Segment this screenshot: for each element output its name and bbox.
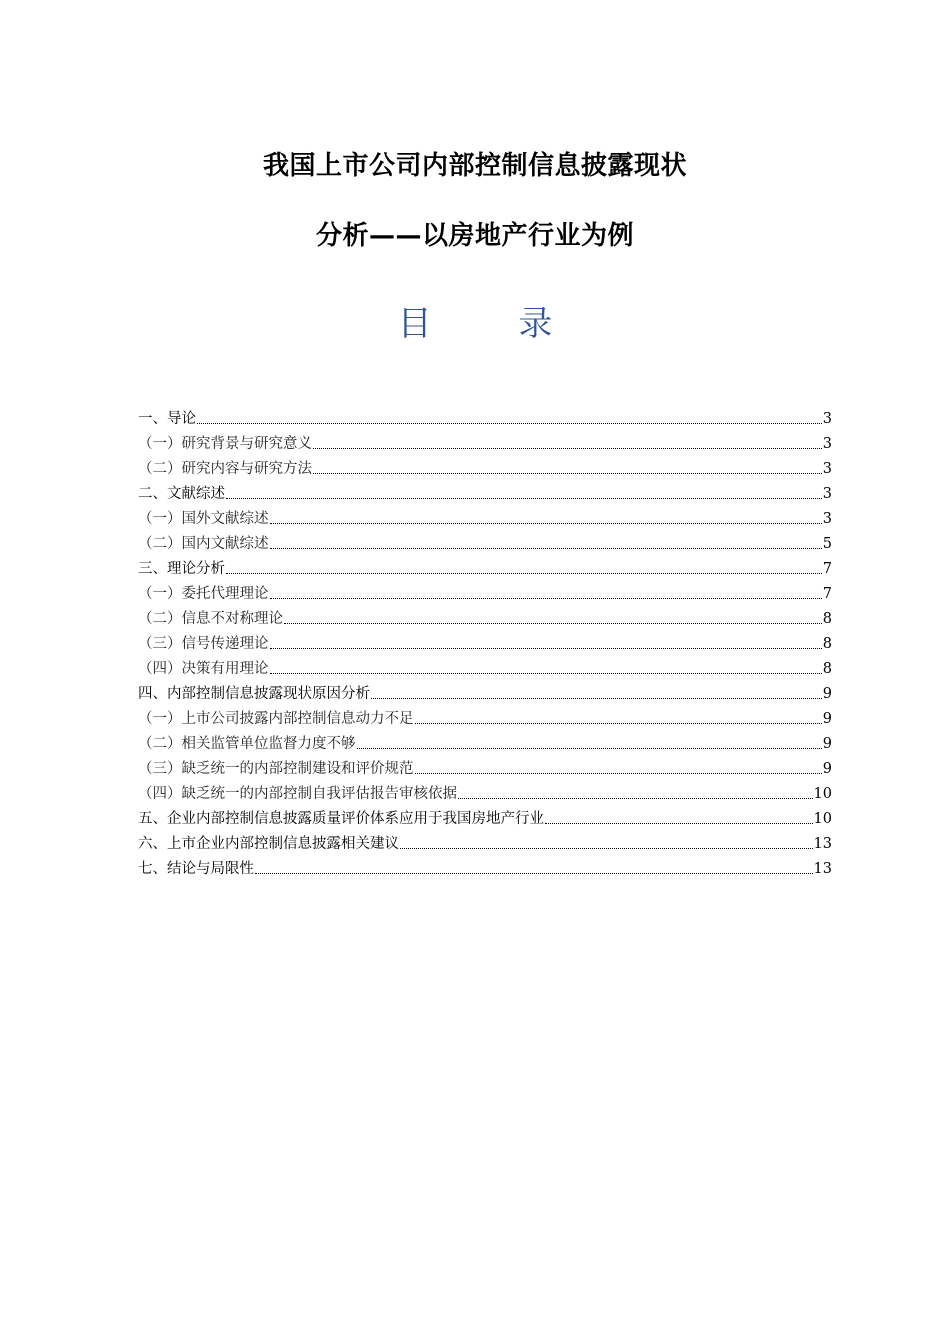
toc-entry-page-number[interactable]: 7 <box>822 586 832 602</box>
toc-dot-leader <box>400 847 813 849</box>
toc-entry-title[interactable]: 二、文献综述 <box>138 486 225 502</box>
toc-entry-title[interactable]: 五、企业内部控制信息披露质量评价体系应用于我国房地产行业 <box>138 811 544 827</box>
toc-dot-leader <box>226 497 822 499</box>
toc-entry-title[interactable]: （四）缺乏统一的内部控制自我评估报告审核依据 <box>138 786 457 802</box>
toc-entry-page-number[interactable]: 8 <box>822 611 832 627</box>
toc-entry-title[interactable]: 一、导论 <box>138 411 196 427</box>
toc-dot-leader <box>270 672 822 674</box>
toc-entry-page-number[interactable]: 3 <box>822 486 832 502</box>
toc-entry-title[interactable]: （三）缺乏统一的内部控制建设和评价规范 <box>138 761 414 777</box>
toc-dot-leader <box>255 872 813 874</box>
toc-entry[interactable] <box>138 604 832 629</box>
toc-entry-page-number[interactable]: 10 <box>813 786 832 802</box>
toc-entry[interactable] <box>138 654 832 679</box>
toc-entry-title[interactable]: （一）研究背景与研究意义 <box>138 436 312 452</box>
table-of-contents <box>138 404 832 879</box>
toc-dot-leader <box>270 547 822 549</box>
toc-dot-leader <box>270 597 822 599</box>
toc-entry-page-number[interactable]: 10 <box>813 811 832 827</box>
toc-entry-page-number[interactable]: 3 <box>822 511 832 527</box>
toc-entry-title[interactable]: （一）国外文献综述 <box>138 511 269 527</box>
toc-dot-leader <box>226 572 822 574</box>
toc-entry[interactable] <box>138 729 832 754</box>
toc-entry[interactable] <box>138 479 832 504</box>
toc-dot-leader <box>545 822 813 824</box>
toc-entry-page-number[interactable]: 8 <box>822 636 832 652</box>
toc-entry-page-number[interactable]: 3 <box>822 436 832 452</box>
toc-entry-page-number[interactable]: 9 <box>822 711 832 727</box>
toc-entry-title[interactable]: （二）相关监管单位监督力度不够 <box>138 736 356 752</box>
toc-entry[interactable] <box>138 704 832 729</box>
toc-entry-title[interactable]: （三）信号传递理论 <box>138 636 269 652</box>
toc-entry[interactable] <box>138 404 832 429</box>
toc-entry-page-number[interactable]: 13 <box>813 861 832 877</box>
toc-entry[interactable] <box>138 579 832 604</box>
toc-entry[interactable] <box>138 804 832 829</box>
toc-entry[interactable] <box>138 504 832 529</box>
toc-entry[interactable] <box>138 529 832 554</box>
toc-entry[interactable] <box>138 754 832 779</box>
toc-entry-page-number[interactable]: 9 <box>822 736 832 752</box>
toc-entry-title[interactable]: （四）决策有用理论 <box>138 661 269 677</box>
toc-dot-leader <box>415 772 822 774</box>
toc-entry-title[interactable]: （一）上市公司披露内部控制信息动力不足 <box>138 711 414 727</box>
toc-entry-page-number[interactable]: 3 <box>822 461 832 477</box>
toc-dot-leader <box>197 422 822 424</box>
toc-entry[interactable] <box>138 779 832 804</box>
toc-entry[interactable] <box>138 854 832 879</box>
toc-dot-leader <box>313 472 822 474</box>
toc-entry[interactable] <box>138 679 832 704</box>
toc-entry[interactable] <box>138 429 832 454</box>
toc-entry-title[interactable]: （一）委托代理理论 <box>138 586 269 602</box>
toc-entry-title[interactable]: （二）国内文献综述 <box>138 536 269 552</box>
toc-entry[interactable] <box>138 554 832 579</box>
toc-entry[interactable] <box>138 454 832 479</box>
toc-entry-title[interactable]: 七、结论与局限性 <box>138 861 254 877</box>
toc-entry[interactable] <box>138 629 832 654</box>
toc-entry-page-number[interactable]: 9 <box>822 761 832 777</box>
toc-entry-page-number[interactable]: 9 <box>822 686 832 702</box>
toc-dot-leader <box>270 647 822 649</box>
toc-entry-page-number[interactable]: 5 <box>822 536 832 552</box>
toc-heading: 目 录 <box>397 304 591 344</box>
toc-entry-title[interactable]: 六、上市企业内部控制信息披露相关建议 <box>138 836 399 852</box>
toc-entry-page-number[interactable]: 13 <box>813 836 832 852</box>
document-title-line-1: 我国上市公司内部控制信息披露现状 <box>262 151 687 181</box>
toc-entry-title[interactable]: 四、内部控制信息披露现状原因分析 <box>138 686 370 702</box>
toc-entry-title[interactable]: （二）研究内容与研究方法 <box>138 461 312 477</box>
toc-entry-title[interactable]: （二）信息不对称理论 <box>138 611 283 627</box>
toc-dot-leader <box>458 797 813 799</box>
toc-dot-leader <box>415 722 822 724</box>
toc-dot-leader <box>270 522 822 524</box>
toc-dot-leader <box>371 697 822 699</box>
toc-entry[interactable] <box>138 829 832 854</box>
toc-entry-page-number[interactable]: 7 <box>822 561 832 577</box>
toc-dot-leader <box>313 447 822 449</box>
toc-entry-page-number[interactable]: 3 <box>822 411 832 427</box>
toc-entry-title[interactable]: 三、理论分析 <box>138 561 225 577</box>
toc-dot-leader <box>284 622 822 624</box>
document-title-line-2: 分析——以房地产行业为例 <box>315 221 634 251</box>
toc-dot-leader <box>357 747 822 749</box>
toc-entry-page-number[interactable]: 8 <box>822 661 832 677</box>
